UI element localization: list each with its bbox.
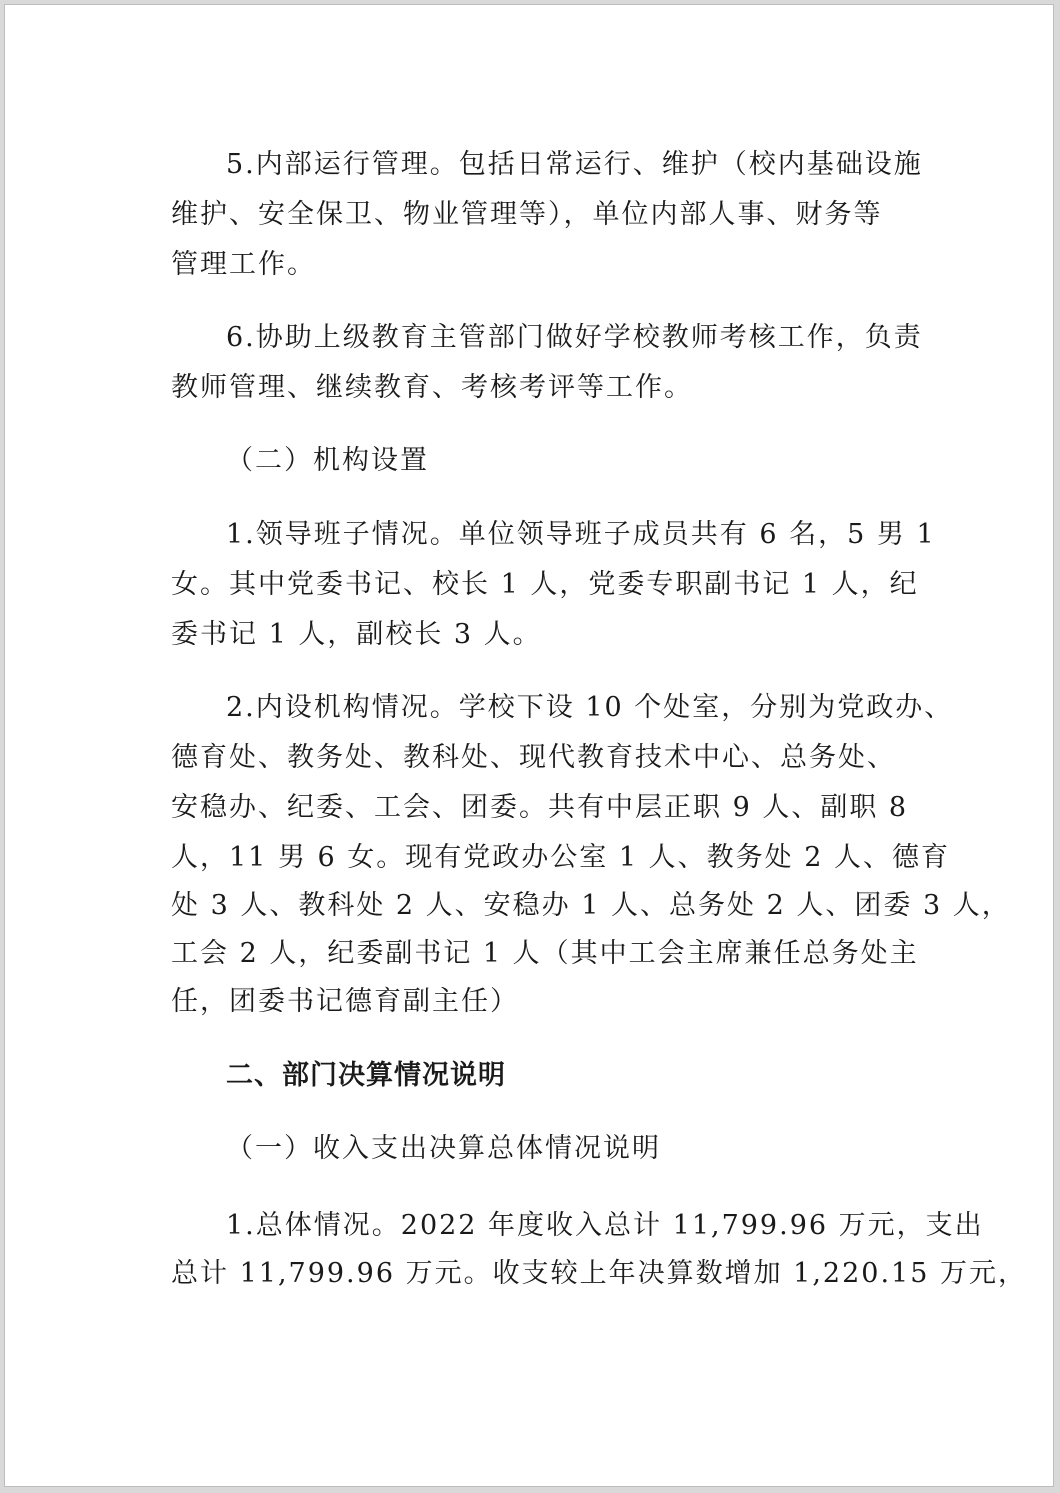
- text-line: 1.总体情况。2022 年度收入总计 11,799.96 万元，支出: [226, 1210, 984, 1241]
- text-line: 总计 11,799.96 万元。收支较上年决算数增加 1,220.15 万元，: [171, 1258, 1027, 1289]
- section-subheading: （二）机构设置: [226, 445, 429, 476]
- text-line: 教师管理、继续教育、考核考评等工作。: [171, 372, 693, 403]
- text-line: 德育处、教务处、教科处、现代教育技术中心、总务处、: [171, 742, 896, 773]
- text-line: 处 3 人、教科处 2 人、安稳办 1 人、总务处 2 人、团委 3 人，: [171, 890, 1011, 921]
- document-page: [4, 4, 1054, 1487]
- text-line: 6.协助上级教育主管部门做好学校教师考核工作，负责: [226, 322, 923, 353]
- text-line: 维护、安全保卫、物业管理等），单位内部人事、财务等: [171, 199, 883, 230]
- text-line: 安稳办、纪委、工会、团委。共有中层正职 9 人、副职 8: [171, 792, 909, 823]
- text-line: 1.领导班子情况。单位领导班子成员共有 6 名，5 男 1: [226, 519, 936, 550]
- text-line: 管理工作。: [171, 249, 316, 280]
- text-line: 委书记 1 人，副校长 3 人。: [171, 619, 542, 650]
- text-line: 女。其中党委书记、校长 1 人，党委专职副书记 1 人，纪: [171, 569, 919, 600]
- section-subheading: （一）收入支出决算总体情况说明: [226, 1133, 661, 1164]
- text-line: 工会 2 人，纪委副书记 1 人（其中工会主席兼任总务处主: [171, 938, 919, 969]
- text-line: 任，团委书记德育副主任）: [171, 986, 519, 1017]
- text-line: 人，11 男 6 女。现有党政办公室 1 人、教务处 2 人、德育: [171, 842, 950, 873]
- text-line: 2.内设机构情况。学校下设 10 个处室，分别为党政办、: [226, 692, 954, 723]
- text-line: 5.内部运行管理。包括日常运行、维护（校内基础设施: [226, 149, 923, 180]
- section-heading: 二、部门决算情况说明: [226, 1060, 506, 1091]
